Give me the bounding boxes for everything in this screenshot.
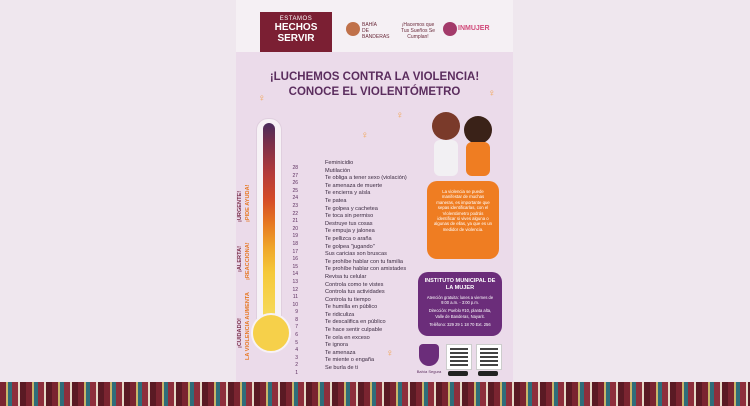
scale-number: 1 [295, 370, 298, 377]
scale-number: 14 [292, 271, 298, 278]
logo-line3: SERVIR [277, 33, 315, 44]
scale-number: 12 [292, 286, 298, 293]
institute-address: Dirección: Pueblo #10, planta alta, Valle de Banderas, Nayarit. [428, 308, 492, 319]
list-item: Te descalifica en público [325, 319, 386, 326]
scale-number: 8 [295, 316, 298, 323]
list-item: Sus caricias son bruscas [325, 251, 387, 258]
list-item: Controla tu tiempo [325, 296, 371, 303]
list-item: Te toca sin permiso [325, 213, 374, 220]
title-line1: ¡LUCHEMOS CONTRA LA VIOLENCIA! [269, 71, 480, 83]
scale-number: 28 [292, 165, 298, 171]
scale-number: 21 [292, 218, 298, 225]
list-item: Destruye tus cosas [325, 220, 373, 227]
right-margin [513, 0, 750, 406]
qr-pattern [480, 348, 498, 366]
violentometro-poster [236, 0, 513, 406]
scale-number: 5 [295, 339, 298, 346]
thermometer [256, 118, 282, 345]
list-item: Te golpea y cachetea [325, 205, 378, 212]
estamos-hechos-servir-logo [260, 12, 332, 52]
list-item: Te hace sentir culpable [325, 327, 383, 334]
female-symbol-icon: ♀ [386, 348, 394, 359]
logo-line1: ESTAMOS [279, 16, 313, 22]
scale-number: 17 [292, 248, 298, 255]
level-alerta: ¡ALERTA! [237, 246, 243, 272]
woman-illustration [432, 112, 460, 140]
qr-pattern [450, 348, 468, 366]
list-item: Te amenaza [325, 349, 356, 356]
institute-name: INSTITUTO MUNICIPAL DE LA MUJER [424, 278, 496, 291]
list-item: Te empuja y jalonea [325, 228, 375, 235]
thermometer-fill [263, 123, 275, 323]
level-urgente: ¡URGENTE! [237, 190, 243, 222]
female-symbol-icon: ♀ [361, 130, 369, 141]
scale-number: 2 [295, 362, 298, 369]
list-item: Te encierra y aísla [325, 190, 371, 197]
woman-illustration [464, 116, 492, 144]
qr-code[interactable] [446, 344, 472, 370]
list-item: Te ignora [325, 342, 349, 349]
list-item: Controla tus actividades [325, 289, 385, 296]
scale-number: 26 [292, 180, 298, 187]
scale-number: 23 [292, 202, 298, 209]
list-item: Te pellizca o araña [325, 235, 372, 242]
list-item: Te miente o engaña [325, 357, 375, 364]
list-item: Te prohíbe hablar con tu familia [325, 258, 404, 265]
list-item: Te obliga a tener sexo (violación) [325, 175, 407, 182]
female-symbol-icon: ♀ [488, 88, 496, 99]
scale-number: 10 [292, 301, 298, 308]
list-item: Te cela en exceso [325, 334, 370, 341]
app-store-badge[interactable] [448, 371, 468, 376]
scale-number: 16 [292, 256, 298, 263]
shield-icon [419, 344, 439, 366]
scale-number: 13 [292, 278, 298, 285]
scale-number: 18 [292, 240, 298, 247]
scale-number: 6 [295, 332, 298, 339]
institute-box [418, 272, 502, 336]
scale-number: 4 [295, 347, 298, 354]
woman-body [466, 142, 490, 176]
list-item: Te amenaza de muerte [325, 182, 383, 189]
google-play-badge[interactable] [478, 371, 498, 376]
footer-logo-text: Bahía Segura [416, 369, 442, 374]
institute-hours: Atención gratuita: lunes a viernes de 9:00 a.m. - 3:00 p.m. [426, 295, 494, 306]
list-item: Se burla de ti [325, 365, 358, 372]
list-item: Te humilla en público [325, 304, 378, 311]
bahia-banderas-icon [346, 22, 360, 36]
level-pide-ayuda: ¡PIDE AYUDA! [245, 184, 251, 222]
list-item: Te patea [325, 197, 347, 204]
scale-number: 22 [292, 210, 298, 217]
thermometer-scale [280, 165, 298, 378]
scale-number: 9 [295, 309, 298, 316]
list-item: Te prohíbe hablar con amistades [325, 266, 407, 273]
list-item: Te ridiculiza [325, 311, 355, 318]
inmujer-icon [443, 22, 457, 36]
violence-list [325, 160, 435, 373]
list-item: Feminicidio [325, 160, 354, 166]
title-line2: CONOCE EL VIOLENTÓMETRO [288, 86, 461, 98]
list-item: Te golpea "jugando" [325, 243, 375, 250]
brand-slogan: ¡Hacemos que Tus Sueños Se Cumplan! [400, 22, 435, 40]
scale-number: 15 [292, 263, 298, 270]
scale-number: 20 [292, 225, 298, 232]
poster-header [236, 0, 513, 52]
decorative-pattern-band [0, 382, 750, 406]
scale-number: 24 [292, 195, 298, 202]
logo-line2: HECHOS [274, 22, 318, 33]
level-cuidado: ¡CUIDADO! [237, 318, 243, 348]
brand-bahia: BAHÍA DE BANDERAS [362, 22, 390, 40]
list-item: Controla como te vistes [325, 281, 384, 288]
level-aumenta: LA VIOLENCIA AUMENTA [245, 292, 251, 360]
qr-code[interactable] [476, 344, 502, 370]
info-box: La violencia se puede manifestar de muchas maneras, es importante que sepas identificarlas, con el Violentómetro podrás identificar si vives alguna o algunas de ellas, ya que es un medidor de violencia. [427, 181, 499, 259]
scale-number: 25 [292, 187, 298, 194]
scale-number: 27 [292, 172, 298, 179]
list-item: Revisa tu celular [325, 273, 367, 280]
level-reacciona: ¡REACCIONA! [245, 242, 251, 280]
female-symbol-icon: ♀ [396, 110, 404, 121]
female-symbol-icon: ♀ [258, 93, 266, 104]
scale-number: 19 [292, 233, 298, 240]
scale-number: 11 [292, 294, 298, 301]
woman-body [434, 140, 458, 176]
left-margin [0, 0, 236, 406]
list-item: Mutilación [325, 167, 351, 174]
institute-phone: Teléfono: 329 29 1 18 70 Ext. 256 [429, 321, 491, 327]
scale-number: 3 [295, 354, 298, 361]
brand-inmujer: INMUJER [458, 25, 490, 32]
scale-number: 7 [295, 324, 298, 331]
